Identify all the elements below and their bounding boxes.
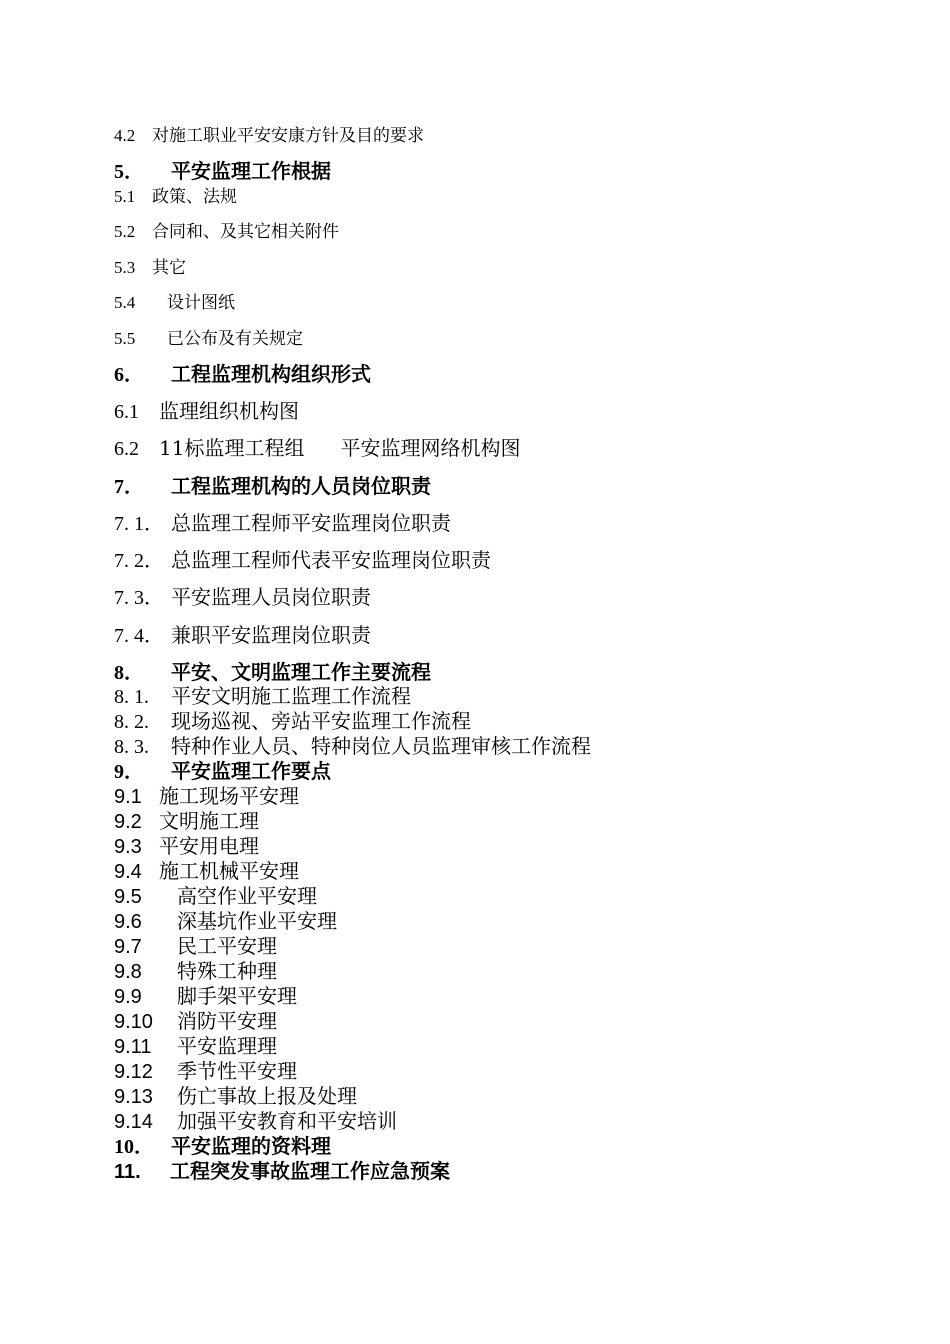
toc-heading-11 bbox=[114, 1161, 450, 1182]
entry-number: 8. 3. bbox=[114, 736, 149, 758]
entry-title: 合同和、及其它相关附件 bbox=[152, 222, 339, 242]
toc-entry-9-12 bbox=[114, 1061, 297, 1082]
toc-entry-9-14 bbox=[114, 1111, 397, 1132]
entry-title: 兼职平安监理岗位职责 bbox=[171, 623, 371, 647]
entry-title: 监理组织机构图 bbox=[159, 399, 299, 423]
heading-title: 平安监理工作要点 bbox=[171, 759, 331, 783]
heading-number: 11. bbox=[114, 1161, 141, 1183]
entry-title: 消防平安理 bbox=[177, 1009, 277, 1033]
toc-heading-6 bbox=[114, 364, 371, 385]
toc-entry-9-6 bbox=[114, 911, 337, 932]
entry-number: 7. 3． bbox=[114, 587, 164, 609]
heading-title: 平安监理工作根据 bbox=[171, 159, 331, 183]
toc-entry-5-1 bbox=[114, 188, 237, 206]
entry-number: 8. 1. bbox=[114, 686, 149, 708]
toc-entry-7-3 bbox=[114, 587, 371, 608]
entry-number: 9.2 bbox=[114, 811, 142, 833]
entry-title: 平安监理人员岗位职责 bbox=[171, 585, 371, 609]
toc-heading-10 bbox=[114, 1136, 331, 1157]
toc-entry-8-3 bbox=[114, 736, 591, 757]
heading-number: 9． bbox=[114, 761, 144, 783]
entry-number: 9.4 bbox=[114, 861, 142, 883]
toc-entry-5-3 bbox=[114, 259, 186, 277]
entry-number: 7. 1． bbox=[114, 513, 164, 535]
entry-title: 设计图纸 bbox=[167, 293, 235, 313]
entry-title: 平安文明施工监理工作流程 bbox=[171, 684, 411, 708]
toc-entry-9-7 bbox=[114, 936, 277, 957]
toc-heading-9 bbox=[114, 761, 331, 782]
toc-entry-9-5 bbox=[114, 886, 317, 907]
entry-title: 伤亡事故上报及处理 bbox=[177, 1084, 357, 1108]
toc-entry-8-1 bbox=[114, 686, 411, 707]
entry-title: 季节性平安理 bbox=[177, 1059, 297, 1083]
entry-number: 7. 2． bbox=[114, 550, 164, 572]
toc-entry-8-2 bbox=[114, 711, 471, 732]
entry-title: 深基坑作业平安理 bbox=[177, 909, 337, 933]
entry-title: 总监理工程师平安监理岗位职责 bbox=[171, 511, 451, 535]
entry-number: 9.9 bbox=[114, 986, 142, 1008]
entry-number: 9.8 bbox=[114, 961, 142, 983]
toc-entry-6-1 bbox=[114, 401, 299, 422]
entry-number: 9.12 bbox=[114, 1061, 153, 1083]
entry-title: 11标监理工程组 bbox=[159, 436, 305, 460]
heading-title: 平安、文明监理工作主要流程 bbox=[171, 660, 431, 684]
toc-entry-9-4 bbox=[114, 861, 299, 882]
heading-number: 6． bbox=[114, 364, 144, 386]
entry-title-continued: 平安监理网络机构图 bbox=[340, 436, 521, 460]
toc-entry-9-10 bbox=[114, 1011, 277, 1032]
entry-title: 施工机械平安理 bbox=[159, 859, 299, 883]
entry-title: 特殊工种理 bbox=[177, 959, 277, 983]
toc-entry-7-4 bbox=[114, 625, 371, 646]
entry-number: 7. 4． bbox=[114, 625, 164, 647]
toc-entry-5-2 bbox=[114, 223, 339, 241]
toc-entry-9-11 bbox=[114, 1036, 277, 1057]
heading-title: 工程监理机构组织形式 bbox=[171, 362, 371, 386]
entry-number: 9.7 bbox=[114, 936, 142, 958]
entry-title: 其它 bbox=[152, 258, 186, 278]
entry-title: 总监理工程师代表平安监理岗位职责 bbox=[171, 548, 491, 572]
entry-title: 文明施工理 bbox=[159, 809, 259, 833]
entry-title: 对施工职业平安安康方针及目的要求 bbox=[152, 126, 424, 146]
entry-number: 5.4 bbox=[114, 293, 136, 312]
entry-number: 9.1 bbox=[114, 786, 142, 808]
heading-number: 10． bbox=[114, 1136, 154, 1158]
entry-number: 9.6 bbox=[114, 911, 142, 933]
entry-title: 平安用电理 bbox=[159, 834, 259, 858]
heading-number: 5． bbox=[114, 161, 144, 183]
toc-entry-9-3 bbox=[114, 836, 259, 857]
entry-number: 5.1 bbox=[114, 187, 136, 206]
entry-number: 5.3 bbox=[114, 258, 136, 277]
entry-number: 9.11 bbox=[114, 1036, 152, 1058]
entry-number: 9.3 bbox=[114, 836, 142, 858]
toc-entry-9-9 bbox=[114, 986, 297, 1007]
toc-entry-7-1 bbox=[114, 513, 451, 534]
toc-entry-9-8 bbox=[114, 961, 277, 982]
entry-number: 9.10 bbox=[114, 1011, 153, 1033]
entry-number: 9.14 bbox=[114, 1111, 153, 1133]
toc-heading-7 bbox=[114, 476, 431, 497]
entry-title: 施工现场平安理 bbox=[159, 784, 299, 808]
entry-number: 8. 2. bbox=[114, 711, 149, 733]
heading-number: 7． bbox=[114, 476, 144, 498]
entry-title: 加强平安教育和平安培训 bbox=[177, 1109, 397, 1133]
entry-title: 现场巡视、旁站平安监理工作流程 bbox=[171, 709, 471, 733]
entry-title: 脚手架平安理 bbox=[177, 984, 297, 1008]
toc-entry-5-5 bbox=[114, 330, 303, 348]
heading-title: 平安监理的资料理 bbox=[171, 1134, 331, 1158]
entry-title: 已公布及有关规定 bbox=[167, 329, 303, 349]
toc-heading-8 bbox=[114, 662, 431, 683]
entry-number: 4.2 bbox=[114, 126, 136, 145]
entry-title: 平安监理理 bbox=[177, 1034, 277, 1058]
entry-number: 5.2 bbox=[114, 222, 136, 241]
entry-number: 6.2 bbox=[114, 438, 139, 460]
heading-number: 8． bbox=[114, 662, 144, 684]
heading-title: 工程突发事故监理工作应急预案 bbox=[170, 1159, 450, 1183]
toc-entry-9-13 bbox=[114, 1086, 357, 1107]
toc-heading-5 bbox=[114, 161, 331, 182]
entry-title: 民工平安理 bbox=[177, 934, 277, 958]
toc-entry-4-2 bbox=[114, 127, 424, 145]
toc-entry-7-2 bbox=[114, 550, 491, 571]
toc-entry-9-1 bbox=[114, 786, 299, 807]
entry-number: 9.13 bbox=[114, 1086, 153, 1108]
entry-number: 9.5 bbox=[114, 886, 142, 908]
entry-number: 6.1 bbox=[114, 401, 139, 423]
toc-entry-6-2 bbox=[114, 438, 520, 459]
entry-title: 特种作业人员、特种岗位人员监理审核工作流程 bbox=[171, 734, 591, 758]
entry-title: 政策、法规 bbox=[152, 187, 237, 207]
entry-number: 5.5 bbox=[114, 329, 136, 348]
toc-entry-9-2 bbox=[114, 811, 259, 832]
toc-entry-5-4 bbox=[114, 294, 235, 312]
entry-title: 高空作业平安理 bbox=[177, 884, 317, 908]
heading-title: 工程监理机构的人员岗位职责 bbox=[171, 474, 431, 498]
